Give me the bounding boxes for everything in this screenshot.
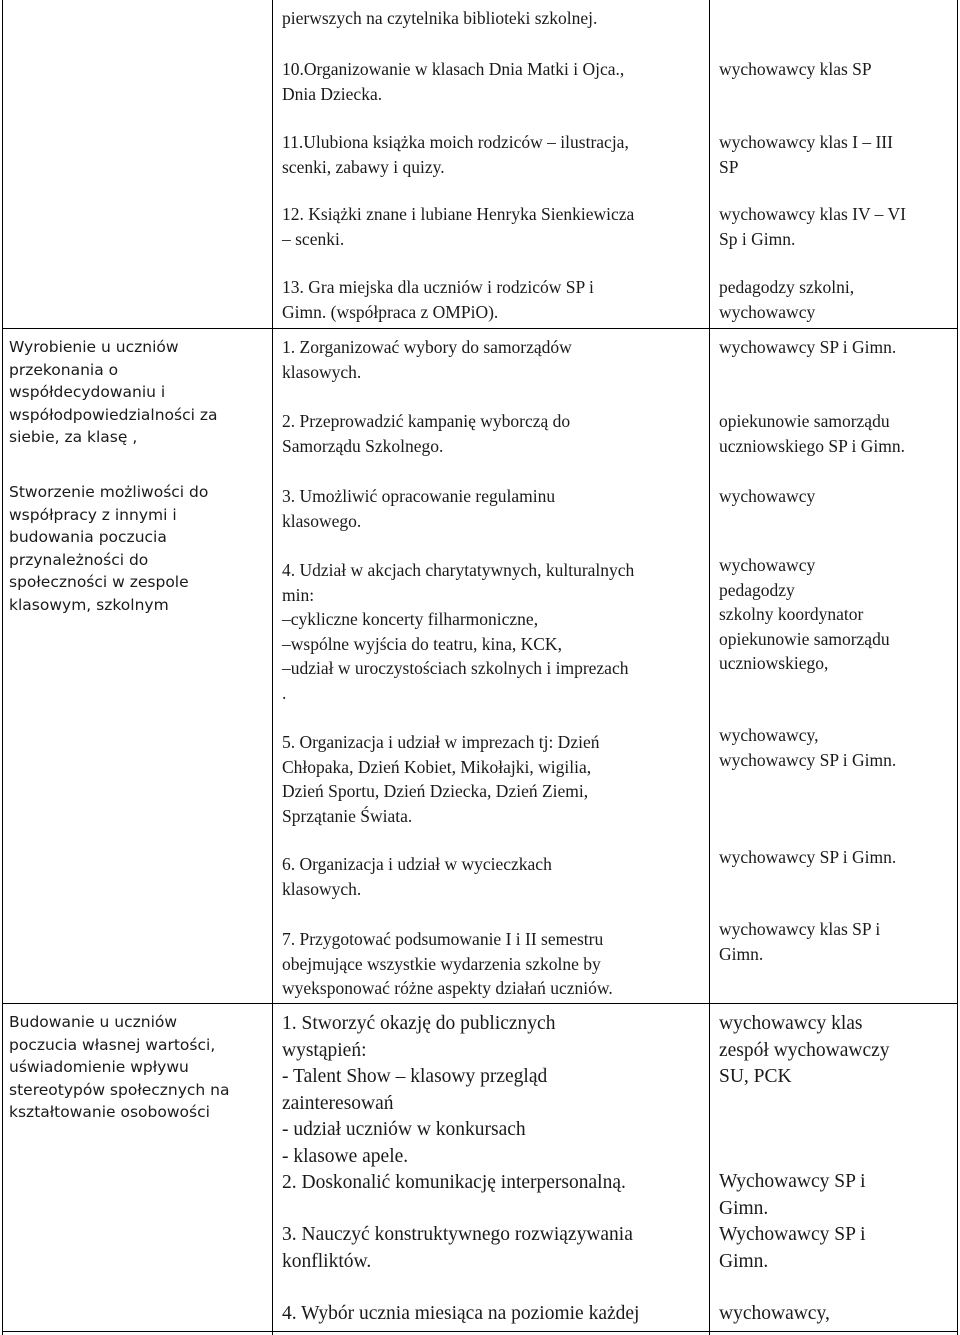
objective-line: poczucia własnej wartości,	[9, 1035, 216, 1054]
responsible-r13	[719, 275, 953, 324]
task-line: obejmujące wszystkie wydarzenia szkolne by	[282, 953, 601, 974]
task-line: –wspólne wyjścia do teatru, kina, KCK,	[282, 633, 562, 654]
responsible-line: Wychowawcy SP i	[719, 1171, 866, 1192]
task-b1	[282, 1011, 704, 1197]
task-line: 5. Organizacja i udział w imprezach tj: Dzień	[282, 732, 600, 752]
responsible-line: wychowawcy SP i Gimn.	[719, 337, 897, 357]
responsible-line: wychowawcy SP i Gimn.	[719, 847, 897, 867]
task-line: Dnia Dziecka.	[282, 83, 383, 104]
objective-line: przekonania o	[9, 360, 119, 379]
objective-cell-3	[9, 1011, 269, 1124]
task-line: Samorządu Szkolnego.	[282, 435, 444, 456]
objective-line: przynależności do	[9, 550, 149, 569]
responsible-line: wychowawcy klas SP	[719, 59, 872, 79]
task-line: 7. Przygotować podsumowanie I i II semestru	[282, 929, 604, 949]
task-line: 1. Stworzyć okazję do publicznych	[282, 1013, 556, 1034]
task-line: .	[282, 682, 287, 703]
task-line: 2. Doskonalić komunikację interpersonalną.	[282, 1172, 626, 1193]
responsible-line: wychowawcy,	[719, 725, 819, 745]
task-line: 3. Umożliwić opracowanie regulaminu	[282, 486, 556, 506]
task-s7	[282, 927, 702, 1001]
responsible-r10	[719, 57, 953, 82]
task-s6	[282, 852, 702, 901]
responsible-line: wychowawcy	[719, 555, 816, 575]
responsible-line: SU, PCK	[719, 1066, 792, 1087]
responsible-q5	[719, 723, 953, 772]
task-line: 3. Nauczyć konstruktywnego rozwiązywania	[282, 1224, 633, 1245]
task-s3	[282, 484, 702, 533]
responsible-line: Gimn.	[719, 1197, 769, 1219]
table-border-left	[2, 0, 3, 1335]
task-line: wyeksponować różne aspekty działań uczniów.	[282, 978, 613, 998]
objective-line: kształtowanie osobowości	[9, 1103, 210, 1121]
column-divider-2	[709, 0, 710, 1335]
task-12	[282, 202, 702, 251]
responsible-line: szkolny koordynator	[719, 604, 864, 624]
responsible-line: wychowawcy,	[719, 1303, 830, 1324]
task-line: 6. Organizacja i udział w wycieczkach	[282, 854, 552, 874]
responsible-line: uczniowskiego,	[719, 653, 829, 673]
task-line: - udział uczniów w konkursach	[282, 1119, 526, 1140]
task-line: 13. Gra miejska dla uczniów i rodziców SP i	[282, 277, 594, 297]
task-line: –cykliczne koncerty filharmoniczne,	[282, 609, 539, 629]
responsible-line: Sp i Gimn.	[719, 228, 796, 249]
objective-line: siebie, za klasę ,	[9, 428, 138, 446]
responsible-r11	[719, 130, 953, 179]
task-line: Chłopaka, Dzień Kobiet, Mikołajki, wigilia,	[282, 756, 592, 777]
objective-line: Budowanie u uczniów	[9, 1013, 178, 1031]
responsible-line: wychowawcy klas IV – VI	[719, 204, 906, 224]
objective-cell-2	[9, 481, 269, 616]
objective-line: współodpowiedzialności za	[9, 405, 218, 424]
objective-line: klasowym, szkolnym	[9, 595, 169, 614]
responsible-line: pedagodzy szkolni,	[719, 277, 855, 297]
objective-line: współpracy z innymi i	[9, 505, 177, 524]
task-line: –udział w uroczystościach szkolnych i imprezach	[282, 658, 629, 678]
task-s2	[282, 409, 702, 458]
objective-line: społeczności w zespole	[9, 573, 189, 591]
responsible-q4	[719, 553, 953, 676]
task-s1	[282, 335, 702, 384]
responsible-line: opiekunowie samorządu	[719, 411, 890, 431]
table-border-right	[957, 0, 958, 1335]
objective-cell-1	[9, 336, 269, 449]
task-line: 4. Udział w akcjach charytatywnych, kulturalnych	[282, 560, 635, 580]
responsible-q7	[719, 917, 953, 966]
responsible-q6	[719, 845, 953, 870]
task-b3	[282, 1222, 704, 1275]
responsible-c1	[719, 1011, 953, 1091]
responsible-r12	[719, 202, 953, 251]
objective-line: stereotypów społecznych na	[9, 1080, 230, 1099]
responsible-line: Gimn.	[719, 943, 764, 964]
task-line: scenki, zabawy i quizy.	[282, 156, 445, 177]
responsible-line: wychowawcy	[719, 486, 816, 506]
task-line: 4. Wybór ucznia miesiąca na poziomie każdej	[282, 1303, 640, 1324]
responsible-line: zespół wychowawczy	[719, 1039, 890, 1061]
task-10	[282, 57, 702, 106]
task-b4	[282, 1301, 704, 1328]
task-s5	[282, 730, 702, 828]
responsible-q2	[719, 409, 953, 458]
responsible-line: SP	[719, 156, 739, 177]
task-line: konfliktów.	[282, 1250, 372, 1272]
task-line: 11.Ulubiona książka moich rodziców – ilustracja,	[282, 132, 629, 152]
responsible-line: Wychowawcy SP i	[719, 1224, 866, 1245]
task-line: Sprzątanie Świata.	[282, 805, 413, 826]
task-line: pierwszych na czytelnika biblioteki szkolnej.	[282, 8, 598, 28]
responsible-line: pedagodzy	[719, 579, 795, 600]
task-line: zainteresowań	[282, 1092, 394, 1114]
responsible-line: uczniowskiego SP i Gimn.	[719, 435, 906, 456]
task-line: Dzień Sportu, Dzień Dziecka, Dzień Ziemi,	[282, 781, 589, 801]
responsible-line: opiekunowie samorządu	[719, 628, 890, 649]
objective-line: uświadomienie wpływu	[9, 1058, 189, 1076]
task-line: klasowych.	[282, 361, 362, 382]
responsible-line: wychowawcy klas I – III	[719, 132, 893, 152]
task-line: 10.Organizowanie w klasach Dnia Matki i Ojca.,	[282, 59, 625, 79]
task-line: 2. Przeprowadzić kampanię wyborczą do	[282, 411, 571, 431]
task-line: wystąpień:	[282, 1039, 367, 1061]
task-11	[282, 130, 702, 179]
task-line: - Talent Show – klasowy przegląd	[282, 1066, 548, 1087]
table-border-bottom	[2, 1331, 958, 1332]
task-intro	[282, 6, 702, 31]
task-line: - klasowe apele.	[282, 1145, 409, 1167]
row-divider-1	[2, 328, 958, 329]
responsible-line: wychowawcy SP i Gimn.	[719, 749, 897, 770]
responsible-c4	[719, 1301, 953, 1328]
responsible-q1	[719, 335, 953, 360]
responsible-c2	[719, 1169, 953, 1275]
column-divider-1	[272, 0, 273, 1335]
task-s4	[282, 558, 702, 705]
row-divider-2	[2, 1003, 958, 1004]
task-13	[282, 275, 702, 324]
task-line: klasowego.	[282, 510, 362, 531]
objective-line: współdecydowaniu i	[9, 383, 166, 401]
responsible-line: wychowawcy	[719, 301, 816, 322]
responsible-line: wychowawcy klas	[719, 1013, 863, 1034]
task-line: – scenki.	[282, 228, 345, 249]
responsible-q3	[719, 484, 953, 509]
task-line: 1. Zorganizować wybory do samorządów	[282, 337, 572, 357]
objective-line: Stworzenie możliwości do	[9, 483, 209, 501]
task-line: klasowych.	[282, 878, 362, 899]
task-line: min:	[282, 584, 315, 605]
responsible-line: wychowawcy klas SP i	[719, 919, 881, 939]
task-line: Gimn. (współpraca z OMPiO).	[282, 301, 499, 322]
task-line: 12. Książki znane i lubiane Henryka Sienkiewicza	[282, 204, 635, 224]
objective-line: budowania poczucia	[9, 528, 167, 546]
responsible-line: Gimn.	[719, 1250, 769, 1272]
objective-line: Wyrobienie u uczniów	[9, 338, 179, 356]
